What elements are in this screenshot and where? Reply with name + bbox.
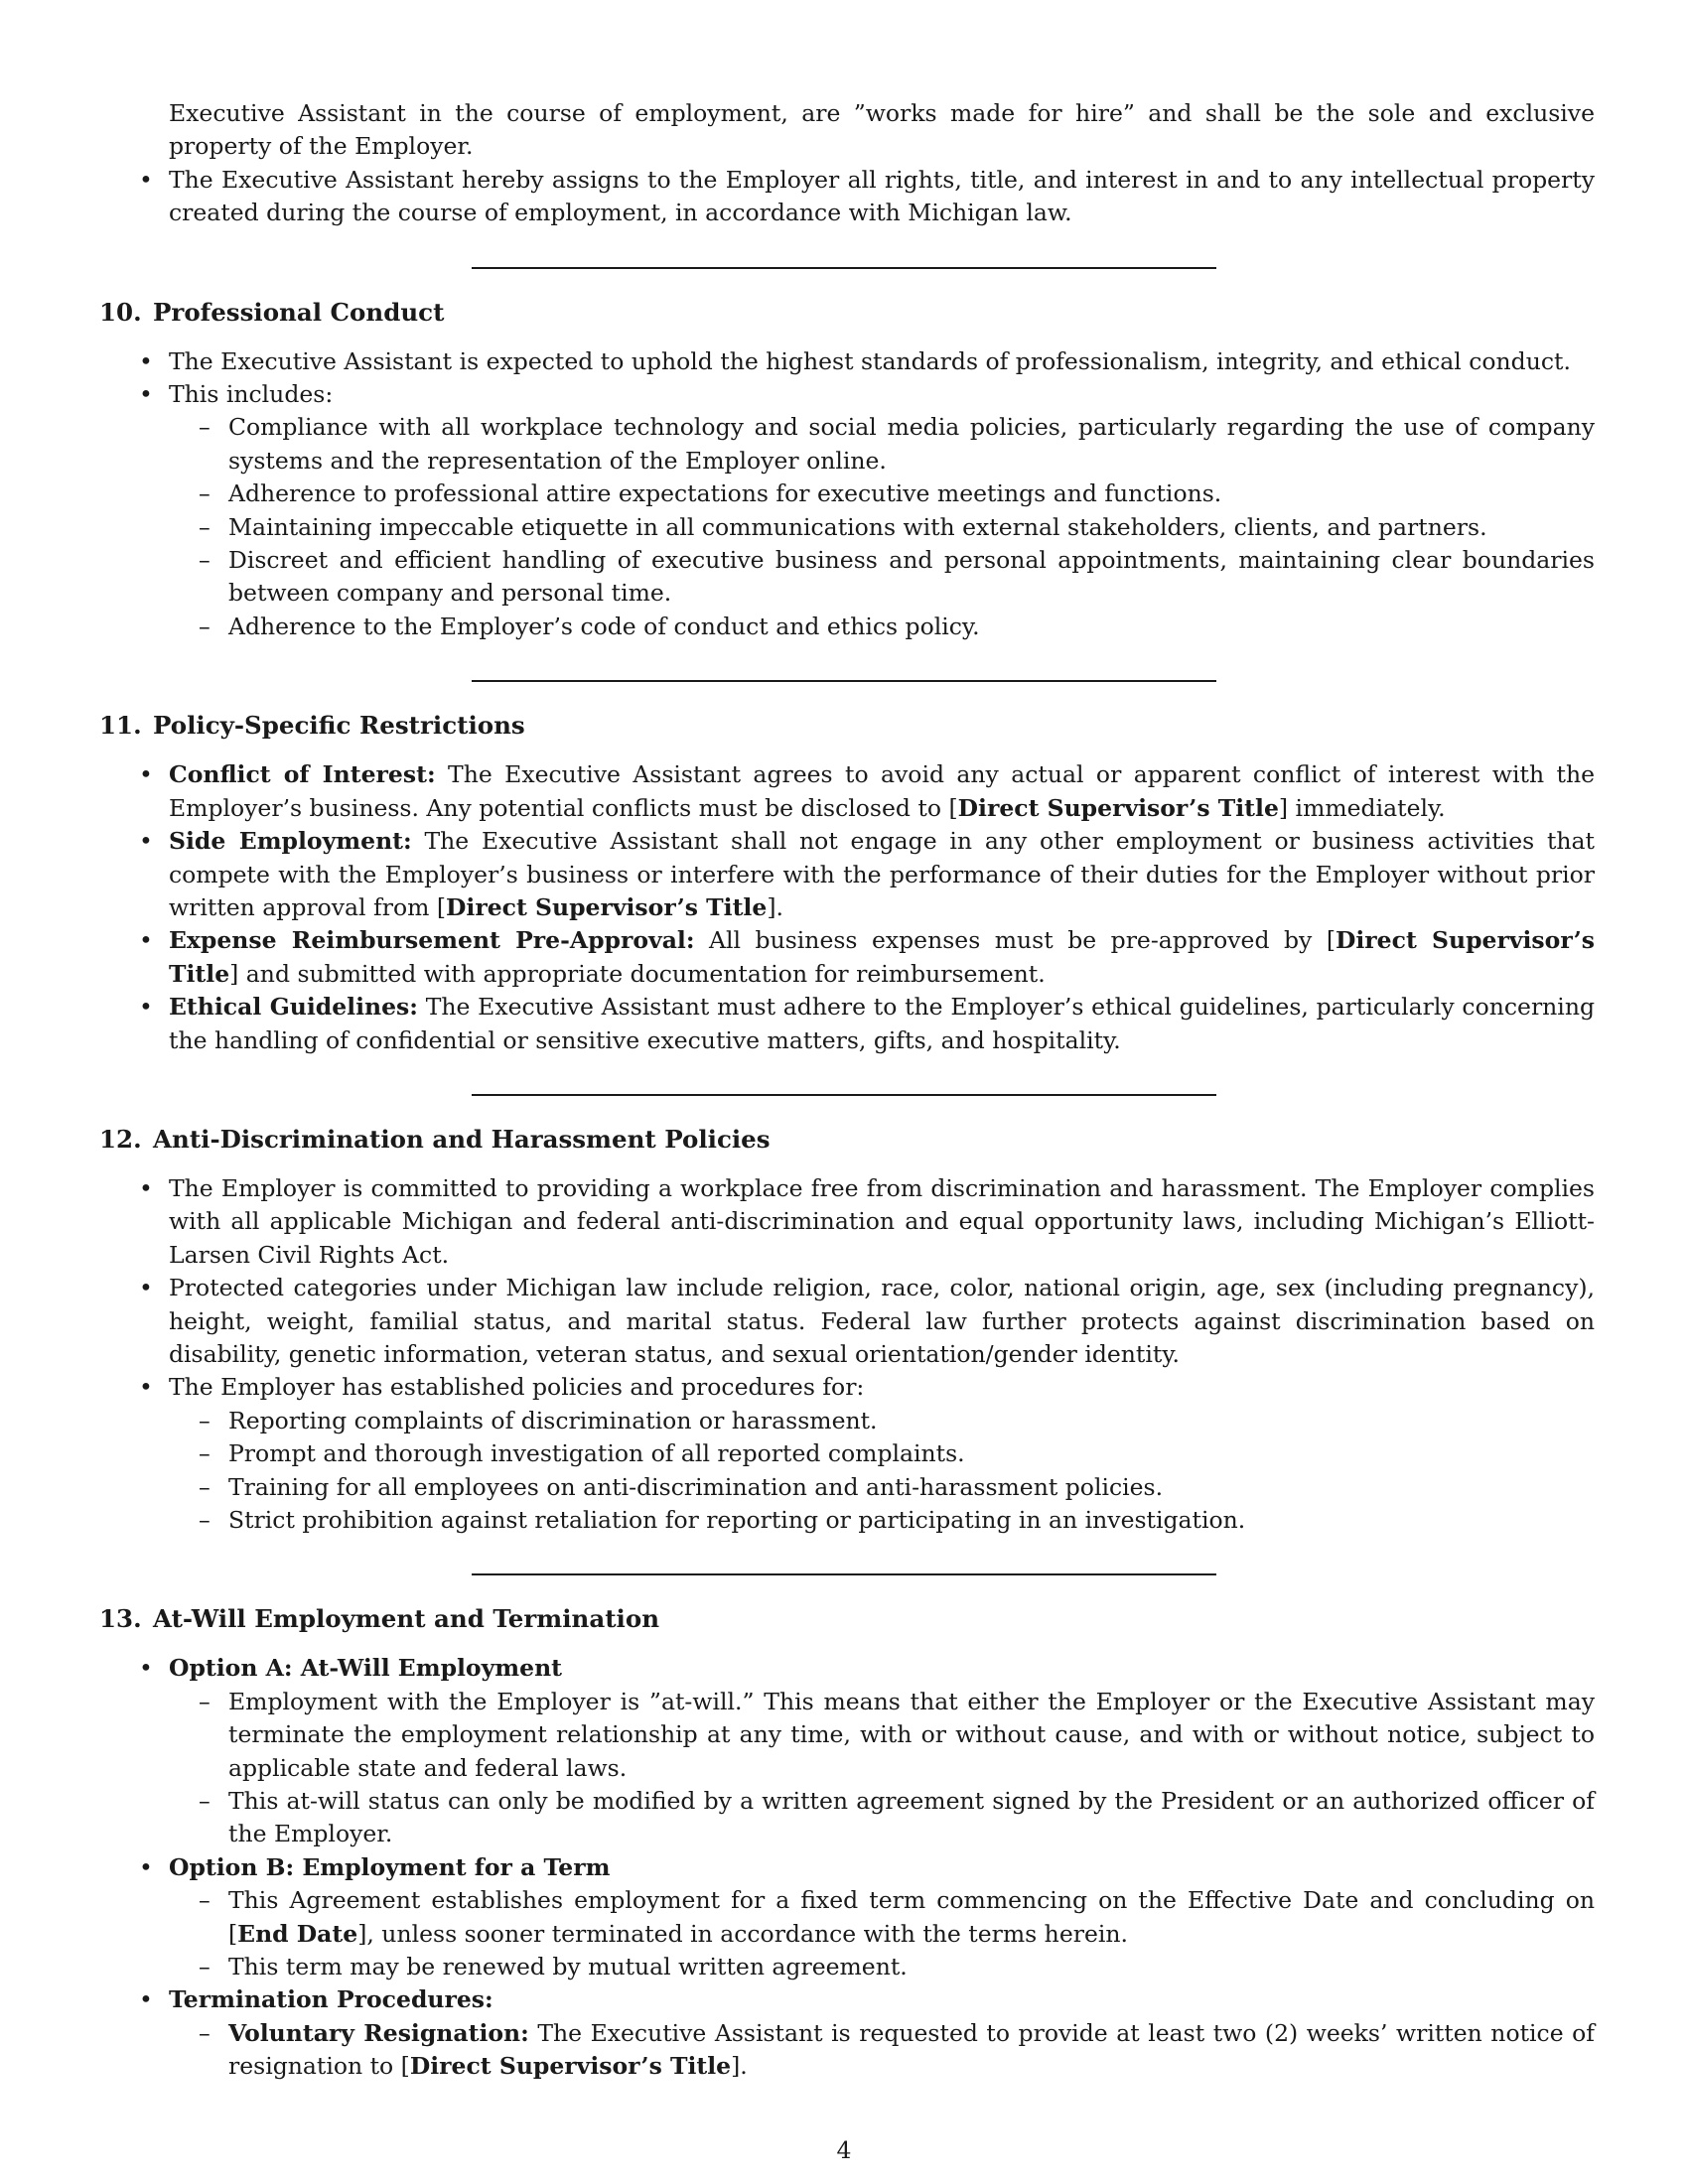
- sub-item-text: Prompt and thorough investigation of all reported complaints.: [228, 1439, 965, 1468]
- list-item: [169, 1172, 1595, 1272]
- item-text: ] immediately.: [1278, 793, 1446, 822]
- section-10-list: [99, 345, 1595, 644]
- sub-list-item: [228, 1405, 1595, 1437]
- sub-item-text: Discreet and efficient handling of executive business and personal appointments, maintaining clear boundaries between company and personal time.: [228, 546, 1595, 608]
- sub-list-item: [228, 1884, 1595, 1951]
- sub-item-text: This Agreement establishes employment for a fixed term commencing on the Effective Date and concluding on [: [228, 1886, 1595, 1948]
- item-lead: Voluntary Resignation:: [228, 2018, 529, 2047]
- list-item-text: The Executive Assistant is expected to uphold the highest standards of professionalism, integrity, and ethical conduct.: [169, 346, 1571, 375]
- option-label: Option B: Employment for a Term: [169, 1852, 611, 1881]
- section-divider: [472, 267, 1216, 269]
- section-number: 10.: [99, 297, 142, 327]
- sub-list-item: [228, 544, 1595, 611]
- list-item: [169, 924, 1595, 991]
- list-item: [169, 1272, 1595, 1371]
- list-item: [169, 164, 1595, 230]
- sub-list-item: [228, 1951, 1595, 1983]
- list-item: [169, 1983, 1595, 2083]
- item-text: All business expenses must be pre-approved by [: [694, 926, 1336, 955]
- sub-item-text: Reporting complaints of discrimination or harassment.: [228, 1406, 878, 1434]
- section-heading-11: [99, 709, 1595, 742]
- section-12-list: [99, 1172, 1595, 1537]
- section-13-list: [99, 1652, 1595, 2083]
- section-title: At-Will Employment and Termination: [153, 1604, 660, 1634]
- list-item: [169, 825, 1595, 924]
- ip-assignment-text: The Executive Assistant hereby assigns to the Employer all rights, title, and interest in and to any intellectual property created during the course of employment, in accordance with Michigan law.: [169, 165, 1595, 227]
- section-heading-13: [99, 1602, 1595, 1635]
- sub-item-text: This term may be renewed by mutual written agreement.: [228, 1953, 908, 1981]
- placeholder-field: Direct Supervisor’s Title: [446, 892, 768, 921]
- list-item: [169, 1371, 1595, 1537]
- list-item-text: Protected categories under Michigan law include religion, race, color, national origin, age, sex (including pregnancy), height, weight, familial status, and marital status. Federal law further protects against discrimination based on disability, genetic information, veteran status, and sexual orientation/gender identity.: [169, 1274, 1595, 1368]
- sub-list-item: [228, 1504, 1595, 1537]
- sub-item-text: Maintaining impeccable etiquette in all communications with external stakeholders, clients, and partners.: [228, 512, 1487, 541]
- list-item-text: This includes:: [169, 380, 334, 409]
- sub-list: [169, 411, 1595, 643]
- placeholder-field: Direct Supervisor’s Title: [957, 793, 1279, 822]
- sub-list: [169, 1405, 1595, 1538]
- list-item: [169, 991, 1595, 1057]
- sub-list-item: [228, 511, 1595, 544]
- item-lead: Conflict of Interest:: [169, 760, 436, 789]
- page-number: 4: [836, 2136, 852, 2164]
- sub-item-text: ].: [731, 2052, 748, 2081]
- item-text: ].: [767, 892, 783, 921]
- sub-list-item: [228, 478, 1595, 510]
- sub-item-text: The Executive Assistant is requested to provide at least two (2) weeks’ written notice of resignation to [: [228, 2018, 1595, 2081]
- sub-item-text: ], unless sooner terminated in accordance with the terms herein.: [357, 1919, 1128, 1948]
- option-label: Termination Procedures:: [169, 1985, 493, 2014]
- sub-list-item: [228, 411, 1595, 478]
- sub-list-item: [228, 1785, 1595, 1851]
- sub-list-item: [228, 1686, 1595, 1785]
- page-content: [99, 97, 1595, 2084]
- section-11-list: [99, 758, 1595, 1057]
- section-title: Professional Conduct: [153, 297, 445, 327]
- sub-list: [169, 1686, 1595, 1851]
- item-text: The Executive Assistant agrees to avoid any actual or apparent conflict of interest with the Employer’s business. Any potential conflicts must be disclosed to [: [169, 760, 1595, 822]
- list-item: [169, 1652, 1595, 1850]
- item-text: The Executive Assistant shall not engage in any other employment or business activities that compete with the Employer’s business or interfere with the performance of their duties for the Employer without prior written approval from [: [169, 827, 1595, 921]
- section-title: Anti-Discrimination and Harassment Policies: [153, 1124, 771, 1154]
- item-lead: Ethical Guidelines:: [169, 993, 418, 1022]
- list-item: [169, 345, 1595, 378]
- section-number: 12.: [99, 1124, 142, 1154]
- sub-list-item: [228, 611, 1595, 643]
- sub-list: [169, 2017, 1595, 2084]
- section-divider: [472, 1573, 1216, 1575]
- sub-list-item: [228, 1437, 1595, 1470]
- item-text: The Executive Assistant must adhere to the Employer’s ethical guidelines, particularly concerning the handling of confidential or sensitive executive matters, gifts, and hospitality.: [169, 993, 1596, 1054]
- item-text: ] and submitted with appropriate documentation for reimbursement.: [229, 959, 1046, 988]
- sub-item-text: Strict prohibition against retaliation for reporting or participating in an investigation.: [228, 1506, 1246, 1534]
- item-lead: Side Employment:: [169, 827, 412, 856]
- sub-item-text: Adherence to the Employer’s code of conduct and ethics policy.: [228, 612, 980, 640]
- placeholder-field: Direct Supervisor’s Title: [169, 926, 1595, 988]
- sub-item-text: This at-will status can only be modified by a written agreement signed by the President or an authorized officer of the Employer.: [228, 1787, 1595, 1848]
- section-heading-12: [99, 1123, 1595, 1156]
- section-number: 13.: [99, 1604, 142, 1634]
- section-divider: [472, 680, 1216, 682]
- list-item-text: The Employer has established policies and procedures for:: [169, 1373, 865, 1402]
- sub-item-text: Adherence to professional attire expectations for executive meetings and functions.: [228, 479, 1222, 508]
- continued-text: Executive Assistant in the course of employment, are ”works made for hire” and shall be the sole and exclusive property of the Employer.: [169, 99, 1595, 161]
- placeholder-field: End Date: [237, 1919, 358, 1948]
- sub-item-text: Compliance with all workplace technology and social media policies, particularly regarding the use of company systems and the representation of the Employer online.: [228, 413, 1595, 475]
- sub-item-text: Employment with the Employer is ”at-will.” This means that either the Employer or the Executive Assistant may terminate the employment relationship at any time, with or without cause, and with or without notice, subject to applicable state and federal laws.: [228, 1687, 1595, 1782]
- list-item: [169, 378, 1595, 643]
- section-title: Policy-Specific Restrictions: [153, 711, 525, 741]
- section-heading-10: [99, 296, 1595, 329]
- section-number: 11.: [99, 711, 142, 741]
- intro-list: [99, 97, 1595, 230]
- sub-list-item: [228, 1471, 1595, 1504]
- list-item-text: The Employer is committed to providing a workplace free from discrimination and harassment. The Employer complies with all applicable Michigan and federal anti-discrimination and equal opportunity laws, including Michigan’s Elliott-Larsen Civil Rights Act.: [169, 1173, 1595, 1269]
- item-lead: Expense Reimbursement Pre-Approval:: [169, 926, 695, 955]
- option-label: Option A: At-Will Employment: [169, 1654, 563, 1683]
- sub-item-text: Training for all employees on anti-discrimination and anti-harassment policies.: [228, 1472, 1164, 1501]
- sub-list: [169, 1884, 1595, 1983]
- section-divider: [472, 1094, 1216, 1096]
- sub-list-item: [228, 2017, 1595, 2084]
- list-item: [169, 1851, 1595, 1984]
- placeholder-field: Direct Supervisor’s Title: [409, 2052, 732, 2081]
- list-item: [169, 758, 1595, 825]
- list-item: [169, 97, 1595, 164]
